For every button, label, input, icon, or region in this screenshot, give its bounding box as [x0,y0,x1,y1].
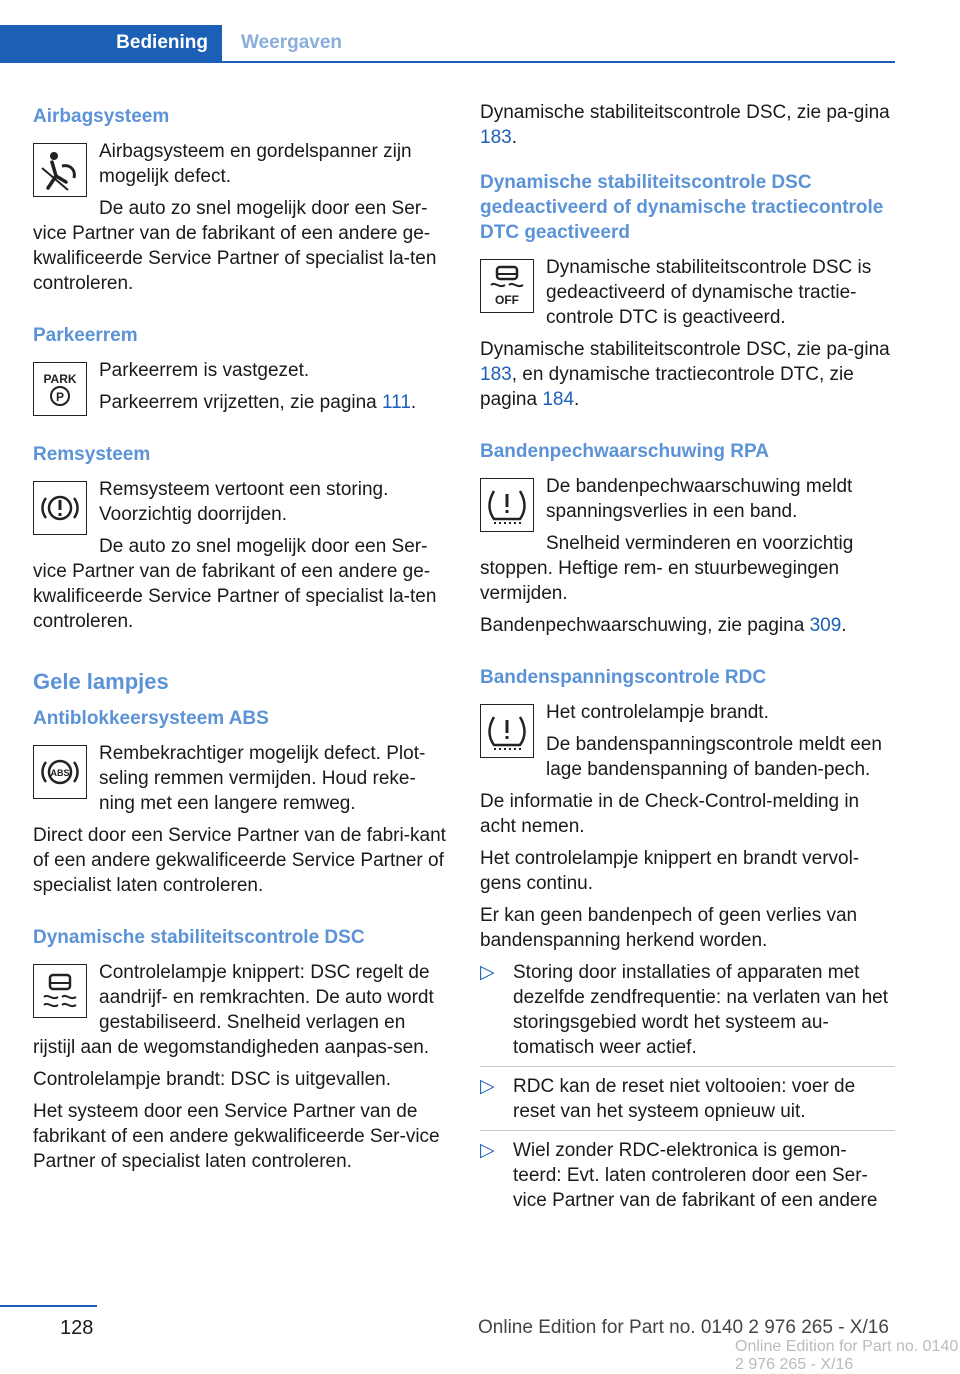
tire-pressure-icon [480,704,534,758]
rpa-section [480,474,895,645]
dsc-reference: Dynamische stabiliteitscontrole DSC, zie pa‐gina 183. [480,102,890,148]
airbag-warning-icon [33,143,87,197]
page-link-309[interactable]: 309 [809,615,842,636]
rdc-text-4: Het controlelampje knippert en brandt vervol‐gens continu. [480,848,860,894]
tab-bar [0,25,895,63]
heading-rdc: Bandenspanningscontrole RDC [480,667,767,688]
dsc-off-text-1: Dynamische stabiliteitscontrole DSC is gedeactiveerd of dynamische tractie‐controle DTC is geactiveerd. [546,257,872,328]
dsc-off-icon [480,259,534,313]
brake-text-2: De auto zo snel mogelijk door een Ser‐vice Partner van de fabrikant of een andere ge‐kwalificeerde Service Partner of specialist la‐ten controleren. [33,536,437,632]
parking-section [33,358,451,422]
heading-gele-lampjes: Gele lampjes [33,669,169,694]
bullet-triangle-icon: ▷ [480,1076,495,1097]
rdc-text-3: De informatie in de Check-Control-melding in acht nemen. [480,791,860,837]
tab-weergaven[interactable]: Weergaven [241,32,343,53]
abs-text-2: Direct door een Service Partner van de fabri‐kant of een andere gekwalificeerde Service Partner of specialist laten controleren. [33,825,446,896]
abs-section [33,741,451,905]
svg-text:OFF: OFF [495,293,519,307]
rdc-text-5: Er kan geen bandenpech of geen verlies van bandenspanning herkend worden. [480,905,858,951]
heading-dsc: Dynamische stabiliteitscontrole DSC [33,927,365,948]
list-item: ▷ Storing door installaties of apparaten met dezelfde zendfrequentie: na verlaten van het storingsgebied wordt het systeem au‐tomatisch weer actief. [480,960,895,1067]
heading-abs: Antiblokkeersysteem ABS [33,708,269,729]
airbag-section [33,139,451,303]
rdc-text-2: De bandenspanningscontrole meldt een lage bandenspanning of banden‐pech. [546,734,882,780]
brake-text-1: Remsysteem vertoont een storing. Voorzichtig doorrijden. [99,479,389,525]
dsc-off-text-2: Dynamische stabiliteitscontrole DSC, zie pa‐gina 183, en dynamische tractiecontrole DTC, zie pagina 184. [480,339,890,410]
parking-text-2: Parkeerrem vrijzetten, zie pagina 111. [99,392,417,413]
heading-airbag: Airbagsysteem [33,106,170,127]
park-brake-icon [33,362,87,416]
page-link-111[interactable]: 111 [382,392,411,413]
dsc-icon [33,964,87,1018]
heading-remsysteem: Remsysteem [33,444,151,465]
page-number: 128 [60,1317,94,1339]
bullet-triangle-icon: ▷ [480,1140,495,1161]
dsc-section [33,960,451,1181]
tire-pressure-icon [480,478,534,532]
heading-rpa: Bandenpechwaarschuwing RPA [480,441,769,462]
svg-text:PARK: PARK [43,372,77,386]
brake-section [33,477,451,641]
abs-icon [33,745,87,799]
airbag-text-2: De auto zo snel mogelijk door een Ser‐vice Partner van de fabrikant of een andere ge‐kwalificeerde Service Partner of specialist la‐ten controleren. [33,198,437,294]
abs-text-1: Rembekrachtiger mogelijk defect. Plot‐seling remmen vermijden. Houd reke‐ning met een langere remweg. [99,743,426,814]
footer-rule [0,1305,97,1307]
rdc-bullet-list [480,960,895,1219]
svg-text:ABS: ABS [50,768,70,778]
left-column [33,100,451,1181]
tab-bediening[interactable]: Bediening [0,25,222,61]
dsc-text-1: Controlelampje knippert: DSC regelt de aandrijf- en remkrachten. De auto wordt gestabiliseerd. Snelheid verlagen en rijstijl aan de wegomstandigheden aanpas‐sen. [33,962,434,1058]
dsc-text-3: Het systeem door een Service Partner van de fabrikant of een andere gekwalificeerde Ser‐vice Partner of specialist laten controleren. [33,1101,440,1172]
list-item: ▷ RDC kan de reset niet voltooien: voer de reset van het systeem opnieuw uit. [480,1074,895,1131]
rpa-text-1: De bandenpechwaarschuwing meldt spanningsverlies in een band. [546,476,853,522]
watermark: Online Edition for Part no. 0140 2 976 265 - X/16 [735,1338,959,1373]
rdc-text-1: Het controlelampje brandt. [546,702,769,723]
heading-parkeerrem: Parkeerrem [33,325,138,346]
page-link-183[interactable]: 183 [480,127,512,148]
brake-system-icon [33,481,87,535]
parking-text-1: Parkeerrem is vastgezet. [99,360,310,381]
rdc-section [480,700,895,1226]
bullet-triangle-icon: ▷ [480,962,495,983]
dsc-off-section [480,255,895,419]
airbag-text-1: Airbagsysteem en gordelspanner zijn mogelijk defect. [99,141,412,187]
rpa-text-3: Bandenpechwaarschuwing, zie pagina 309. [480,615,847,636]
edition-text: Online Edition for Part no. 0140 2 976 265 - X/16 [478,1317,889,1338]
page-link-183b[interactable]: 183 [480,364,512,385]
svg-text:P: P [55,390,65,404]
heading-dsc-off: Dynamische stabiliteitscontrole DSC gedeactiveerd of dynamische tractiecontrole DTC geactiveerd [480,172,884,243]
dsc-text-2: Controlelampje brandt: DSC is uitgevallen. [33,1069,392,1090]
rpa-text-2: Snelheid verminderen en voorzichtig stoppen. Heftige rem- en stuurbewegingen vermijden. [480,533,854,604]
right-column [480,100,895,1226]
list-item: ▷ Wiel zonder RDC-elektronica is gemon‐teerd: Evt. laten controleren door een Ser‐vice Partner van de fabrikant of een andere [480,1140,878,1211]
page-link-184[interactable]: 184 [542,389,575,410]
